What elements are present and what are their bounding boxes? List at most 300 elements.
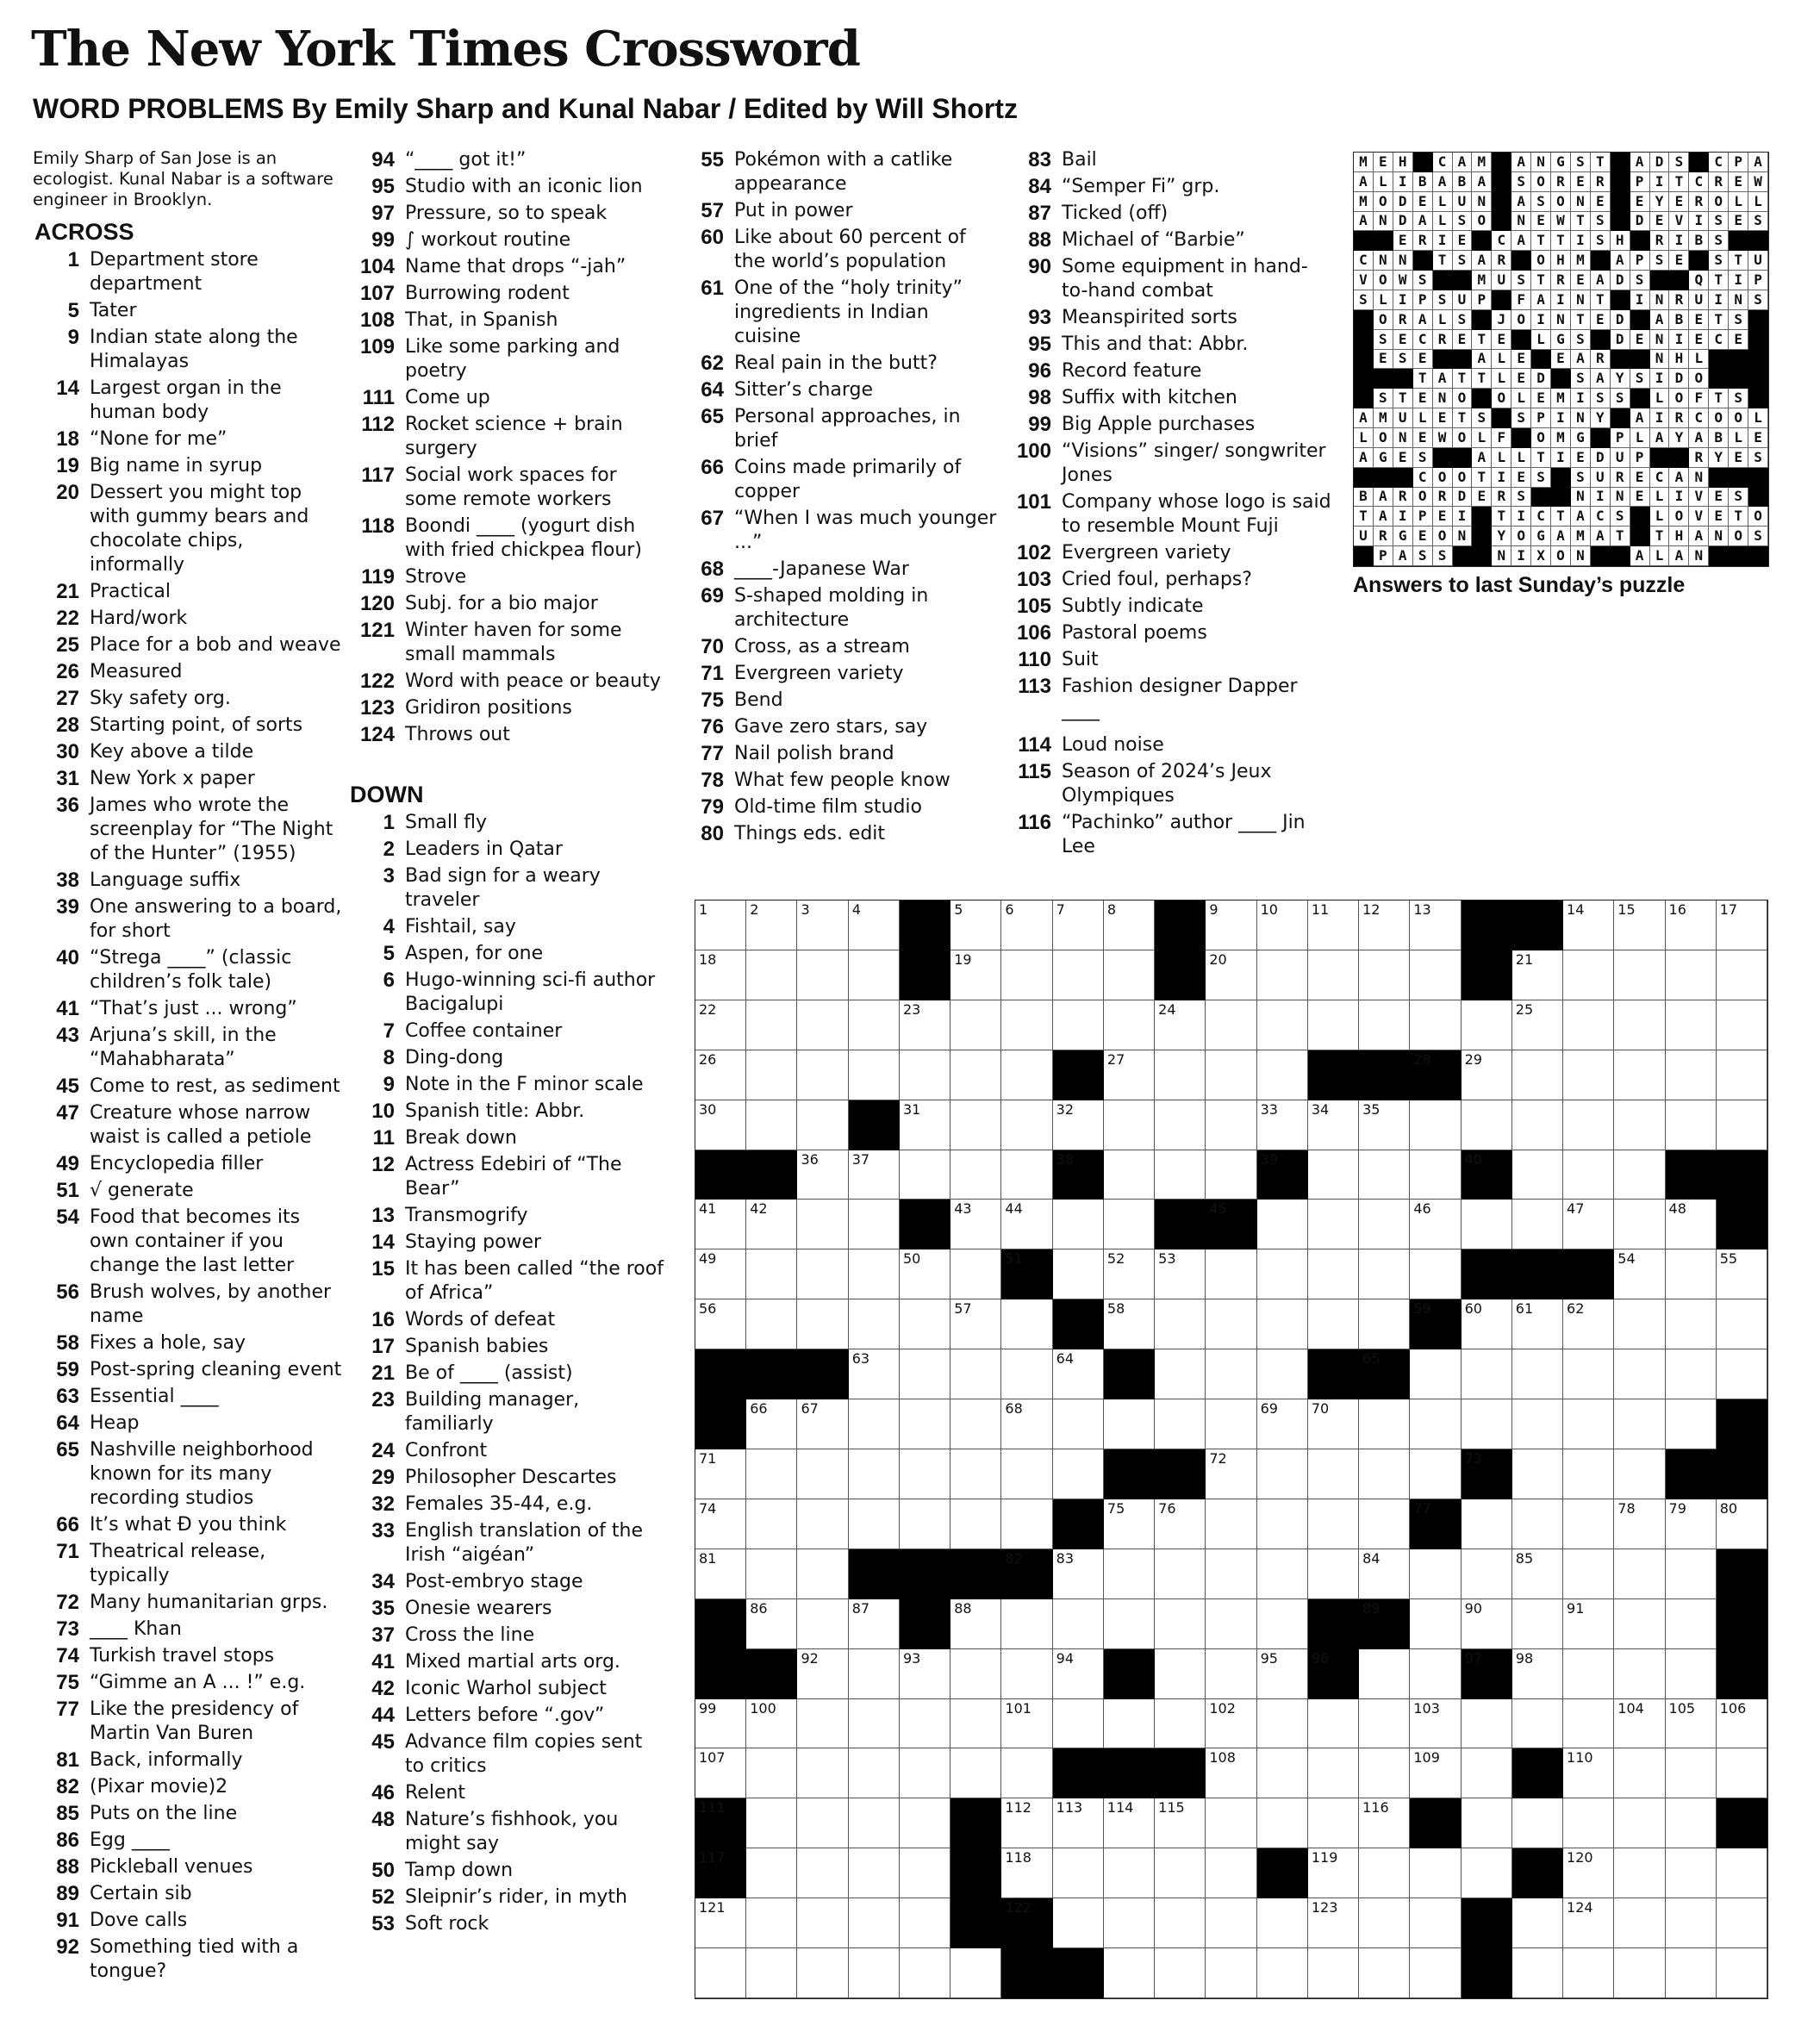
grid-cell[interactable] [849, 1449, 900, 1499]
grid-cell[interactable] [849, 1299, 900, 1349]
grid-cell[interactable] [1308, 1499, 1359, 1549]
grid-cell[interactable] [1563, 1948, 1614, 1998]
grid-cell[interactable] [1155, 1000, 1206, 1050]
grid-cell[interactable] [1104, 1599, 1155, 1649]
grid-cell[interactable] [900, 1798, 950, 1848]
grid-cell[interactable] [1512, 1399, 1563, 1449]
grid-cell[interactable] [1717, 1050, 1767, 1100]
grid-cell[interactable] [1410, 1249, 1461, 1299]
grid-cell[interactable] [1563, 1649, 1614, 1699]
grid-cell[interactable] [1512, 1499, 1563, 1549]
grid-cell[interactable] [1257, 1699, 1308, 1749]
grid-cell[interactable] [1717, 1499, 1767, 1549]
grid-cell[interactable] [1155, 1599, 1206, 1649]
grid-cell[interactable] [1717, 950, 1767, 1000]
grid-cell[interactable] [1155, 1299, 1206, 1349]
grid-cell[interactable] [1001, 1299, 1052, 1349]
grid-cell[interactable] [797, 1699, 848, 1749]
grid-cell[interactable] [746, 1200, 797, 1249]
grid-cell[interactable] [950, 1499, 1001, 1549]
grid-cell[interactable] [1257, 1449, 1308, 1499]
grid-cell[interactable] [1308, 1699, 1359, 1749]
grid-cell[interactable] [1257, 1050, 1308, 1100]
grid-cell[interactable] [1001, 1150, 1052, 1200]
grid-cell[interactable] [849, 1050, 900, 1100]
grid-cell[interactable] [1001, 1349, 1052, 1399]
grid-cell[interactable] [1001, 1200, 1052, 1249]
grid-cell[interactable] [797, 1000, 848, 1050]
grid-cell[interactable] [1563, 1150, 1614, 1200]
grid-cell[interactable] [1001, 1599, 1052, 1649]
grid-cell[interactable] [849, 950, 900, 1000]
grid-cell[interactable] [1410, 950, 1461, 1000]
grid-cell[interactable] [1001, 1649, 1052, 1699]
grid-cell[interactable] [1614, 1200, 1665, 1249]
grid-cell[interactable] [1462, 1100, 1512, 1150]
grid-cell[interactable] [1512, 1150, 1563, 1200]
grid-cell[interactable] [1512, 1898, 1563, 1948]
grid-cell[interactable] [1410, 1449, 1461, 1499]
grid-cell[interactable] [1053, 1699, 1104, 1749]
grid-cell[interactable] [1410, 1948, 1461, 1998]
grid-cell[interactable] [849, 1349, 900, 1399]
grid-cell[interactable] [695, 1748, 746, 1798]
grid-cell[interactable] [1462, 1748, 1512, 1798]
grid-cell[interactable] [1717, 1699, 1767, 1749]
grid-cell[interactable] [695, 1449, 746, 1499]
grid-cell[interactable] [1614, 1399, 1665, 1449]
grid-cell[interactable] [1666, 1848, 1717, 1898]
grid-cell[interactable] [695, 1249, 746, 1299]
grid-cell[interactable] [950, 1349, 1001, 1399]
grid-cell[interactable] [1155, 1898, 1206, 1948]
grid-cell[interactable] [797, 1599, 848, 1649]
grid-cell[interactable] [1001, 1000, 1052, 1050]
grid-cell[interactable] [1666, 1349, 1717, 1399]
grid-cell[interactable] [695, 900, 746, 950]
grid-cell[interactable] [950, 1299, 1001, 1349]
grid-cell[interactable] [1104, 1798, 1155, 1848]
grid-cell[interactable] [1410, 1699, 1461, 1749]
grid-cell[interactable] [849, 1399, 900, 1449]
grid-cell[interactable] [746, 1599, 797, 1649]
grid-cell[interactable] [695, 1100, 746, 1150]
grid-cell[interactable] [797, 1549, 848, 1599]
grid-cell[interactable] [849, 1200, 900, 1249]
grid-cell[interactable] [695, 950, 746, 1000]
grid-cell[interactable] [849, 900, 900, 950]
grid-cell[interactable] [1717, 1000, 1767, 1050]
grid-cell[interactable] [746, 1948, 797, 1998]
grid-cell[interactable] [1206, 1349, 1256, 1399]
grid-cell[interactable] [1462, 1798, 1512, 1848]
grid-cell[interactable] [1614, 1150, 1665, 1200]
grid-cell[interactable] [950, 1000, 1001, 1050]
grid-cell[interactable] [797, 1948, 848, 1998]
grid-cell[interactable] [950, 1699, 1001, 1749]
grid-cell[interactable] [1614, 1948, 1665, 1998]
grid-cell[interactable] [1206, 1898, 1256, 1948]
grid-cell[interactable] [1462, 1599, 1512, 1649]
grid-cell[interactable] [1206, 1599, 1256, 1649]
grid-cell[interactable] [695, 1200, 746, 1249]
grid-cell[interactable] [950, 1449, 1001, 1499]
grid-cell[interactable] [1257, 1798, 1308, 1848]
grid-cell[interactable] [1104, 1499, 1155, 1549]
grid-cell[interactable] [1512, 1798, 1563, 1848]
grid-cell[interactable] [1053, 1349, 1104, 1399]
grid-cell[interactable] [746, 900, 797, 950]
grid-cell[interactable] [1001, 900, 1052, 950]
grid-cell[interactable] [1614, 1699, 1665, 1749]
grid-cell[interactable] [797, 1748, 848, 1798]
grid-cell[interactable] [900, 1050, 950, 1100]
grid-cell[interactable] [797, 1299, 848, 1349]
grid-cell[interactable] [1512, 1549, 1563, 1599]
grid-cell[interactable] [1563, 1699, 1614, 1749]
grid-cell[interactable] [1666, 900, 1717, 950]
grid-cell[interactable] [746, 1798, 797, 1848]
grid-cell[interactable] [1359, 1499, 1410, 1549]
grid-cell[interactable] [950, 1649, 1001, 1699]
grid-cell[interactable] [1308, 900, 1359, 950]
grid-cell[interactable] [950, 1399, 1001, 1449]
grid-cell[interactable] [1206, 1050, 1256, 1100]
grid-cell[interactable] [1512, 1699, 1563, 1749]
grid-cell[interactable] [1666, 1100, 1717, 1150]
grid-cell[interactable] [797, 1050, 848, 1100]
grid-cell[interactable] [746, 1449, 797, 1499]
grid-cell[interactable] [1001, 1100, 1052, 1150]
grid-cell[interactable] [900, 1249, 950, 1299]
grid-cell[interactable] [1155, 1349, 1206, 1399]
grid-cell[interactable] [1359, 1299, 1410, 1349]
grid-cell[interactable] [1614, 1100, 1665, 1150]
grid-cell[interactable] [1104, 1249, 1155, 1299]
grid-cell[interactable] [1462, 1299, 1512, 1349]
grid-cell[interactable] [1563, 1000, 1614, 1050]
grid-cell[interactable] [849, 1499, 900, 1549]
grid-cell[interactable] [1104, 1299, 1155, 1349]
grid-cell[interactable] [1359, 1848, 1410, 1898]
grid-cell[interactable] [1462, 1349, 1512, 1399]
grid-cell[interactable] [1462, 1549, 1512, 1599]
grid-cell[interactable] [849, 1798, 900, 1848]
grid-cell[interactable] [849, 1599, 900, 1649]
grid-cell[interactable] [1308, 1150, 1359, 1200]
grid-cell[interactable] [1410, 1549, 1461, 1599]
grid-cell[interactable] [1359, 1449, 1410, 1499]
grid-cell[interactable] [900, 1649, 950, 1699]
grid-cell[interactable] [1614, 1449, 1665, 1499]
grid-cell[interactable] [849, 1848, 900, 1898]
grid-cell[interactable] [797, 1249, 848, 1299]
grid-cell[interactable] [1257, 1499, 1308, 1549]
grid-cell[interactable] [1053, 1399, 1104, 1449]
grid-cell[interactable] [1666, 1299, 1717, 1349]
grid-cell[interactable] [1308, 1200, 1359, 1249]
grid-cell[interactable] [1206, 1649, 1256, 1699]
grid-cell[interactable] [1410, 900, 1461, 950]
grid-cell[interactable] [1666, 1499, 1717, 1549]
grid-cell[interactable] [1666, 1249, 1717, 1299]
grid-cell[interactable] [1359, 1549, 1410, 1599]
grid-cell[interactable] [1001, 1499, 1052, 1549]
grid-cell[interactable] [849, 1150, 900, 1200]
grid-cell[interactable] [950, 1748, 1001, 1798]
grid-cell[interactable] [1666, 950, 1717, 1000]
grid-cell[interactable] [1257, 1948, 1308, 1998]
grid-cell[interactable] [1666, 1599, 1717, 1649]
grid-cell[interactable] [950, 1100, 1001, 1150]
grid-cell[interactable] [1053, 1898, 1104, 1948]
grid-cell[interactable] [900, 1948, 950, 1998]
grid-cell[interactable] [1410, 1200, 1461, 1249]
grid-cell[interactable] [1563, 1549, 1614, 1599]
grid-cell[interactable] [1053, 1599, 1104, 1649]
grid-cell[interactable] [1614, 1050, 1665, 1100]
grid-cell[interactable] [695, 1050, 746, 1100]
grid-cell[interactable] [1053, 1549, 1104, 1599]
grid-cell[interactable] [1512, 950, 1563, 1000]
grid-cell[interactable] [1206, 900, 1256, 950]
grid-cell[interactable] [1257, 1249, 1308, 1299]
grid-cell[interactable] [746, 1499, 797, 1549]
grid-cell[interactable] [1104, 1948, 1155, 1998]
grid-cell[interactable] [1308, 1898, 1359, 1948]
grid-cell[interactable] [1053, 1249, 1104, 1299]
grid-cell[interactable] [1717, 1898, 1767, 1948]
grid-cell[interactable] [1666, 1649, 1717, 1699]
grid-cell[interactable] [849, 1699, 900, 1749]
grid-cell[interactable] [849, 1898, 900, 1948]
grid-cell[interactable] [797, 1449, 848, 1499]
grid-cell[interactable] [1563, 1200, 1614, 1249]
grid-cell[interactable] [1308, 1249, 1359, 1299]
grid-cell[interactable] [1717, 1349, 1767, 1399]
grid-cell[interactable] [1717, 1948, 1767, 1998]
grid-cell[interactable] [1206, 1798, 1256, 1848]
grid-cell[interactable] [1001, 1050, 1052, 1100]
grid-cell[interactable] [1717, 1100, 1767, 1150]
grid-cell[interactable] [1206, 1699, 1256, 1749]
grid-cell[interactable] [797, 900, 848, 950]
grid-cell[interactable] [1257, 950, 1308, 1000]
grid-cell[interactable] [1563, 1499, 1614, 1549]
grid-cell[interactable] [1410, 1000, 1461, 1050]
grid-cell[interactable] [746, 1748, 797, 1798]
grid-cell[interactable] [1359, 950, 1410, 1000]
grid-cell[interactable] [1410, 1150, 1461, 1200]
grid-cell[interactable] [1614, 1599, 1665, 1649]
grid-cell[interactable] [746, 1249, 797, 1299]
grid-cell[interactable] [1155, 1050, 1206, 1100]
grid-cell[interactable] [1666, 1050, 1717, 1100]
grid-cell[interactable] [1614, 1249, 1665, 1299]
grid-cell[interactable] [1614, 900, 1665, 950]
grid-cell[interactable] [1257, 1399, 1308, 1449]
grid-cell[interactable] [1563, 1050, 1614, 1100]
grid-cell[interactable] [1410, 1848, 1461, 1898]
grid-cell[interactable] [1206, 1249, 1256, 1299]
grid-cell[interactable] [1359, 1798, 1410, 1848]
grid-cell[interactable] [1410, 1100, 1461, 1150]
grid-cell[interactable] [1206, 1399, 1256, 1449]
grid-cell[interactable] [1410, 1399, 1461, 1449]
grid-cell[interactable] [1512, 1100, 1563, 1150]
grid-cell[interactable] [1257, 1000, 1308, 1050]
grid-cell[interactable] [1001, 1798, 1052, 1848]
grid-cell[interactable] [1308, 1299, 1359, 1349]
grid-cell[interactable] [797, 1399, 848, 1449]
grid-cell[interactable] [849, 1000, 900, 1050]
grid-cell[interactable] [900, 1499, 950, 1549]
grid-cell[interactable] [1104, 1848, 1155, 1898]
grid-cell[interactable] [1155, 1549, 1206, 1599]
grid-cell[interactable] [1512, 1299, 1563, 1349]
grid-cell[interactable] [1614, 1748, 1665, 1798]
grid-cell[interactable] [950, 1200, 1001, 1249]
grid-cell[interactable] [1666, 1748, 1717, 1798]
grid-cell[interactable] [797, 1150, 848, 1200]
grid-cell[interactable] [1359, 1000, 1410, 1050]
grid-cell[interactable] [900, 1399, 950, 1449]
grid-cell[interactable] [1359, 1948, 1410, 1998]
grid-cell[interactable] [1206, 1000, 1256, 1050]
grid-cell[interactable] [1614, 1499, 1665, 1549]
grid-cell[interactable] [1614, 1549, 1665, 1599]
grid-cell[interactable] [695, 1549, 746, 1599]
grid-cell[interactable] [1104, 1399, 1155, 1449]
grid-cell[interactable] [1155, 1100, 1206, 1150]
grid-cell[interactable] [1614, 1000, 1665, 1050]
grid-cell[interactable] [900, 1349, 950, 1399]
grid-cell[interactable] [797, 1200, 848, 1249]
grid-cell[interactable] [1512, 1000, 1563, 1050]
grid-cell[interactable] [950, 1150, 1001, 1200]
grid-cell[interactable] [900, 1748, 950, 1798]
grid-cell[interactable] [1717, 1848, 1767, 1898]
grid-cell[interactable] [1053, 1798, 1104, 1848]
grid-cell[interactable] [900, 1150, 950, 1200]
grid-cell[interactable] [746, 1699, 797, 1749]
grid-cell[interactable] [1053, 1848, 1104, 1898]
grid-cell[interactable] [1462, 1499, 1512, 1549]
grid-cell[interactable] [1053, 950, 1104, 1000]
grid-cell[interactable] [1563, 1848, 1614, 1898]
grid-cell[interactable] [1462, 1200, 1512, 1249]
grid-cell[interactable] [1155, 1499, 1206, 1549]
grid-cell[interactable] [746, 1100, 797, 1150]
grid-cell[interactable] [1104, 900, 1155, 950]
grid-cell[interactable] [746, 1898, 797, 1948]
grid-cell[interactable] [1206, 1100, 1256, 1150]
grid-cell[interactable] [1053, 1449, 1104, 1499]
grid-cell[interactable] [1614, 1299, 1665, 1349]
grid-cell[interactable] [1563, 1349, 1614, 1399]
grid-cell[interactable] [1104, 1050, 1155, 1100]
grid-cell[interactable] [1614, 1898, 1665, 1948]
grid-cell[interactable] [900, 1898, 950, 1948]
grid-cell[interactable] [1206, 1449, 1256, 1499]
grid-cell[interactable] [1308, 1000, 1359, 1050]
grid-cell[interactable] [1053, 900, 1104, 950]
grid-cell[interactable] [797, 1499, 848, 1549]
grid-cell[interactable] [1410, 1599, 1461, 1649]
grid-cell[interactable] [1563, 950, 1614, 1000]
grid-cell[interactable] [1462, 1050, 1512, 1100]
grid-cell[interactable] [1257, 1748, 1308, 1798]
grid-cell[interactable] [900, 1449, 950, 1499]
grid-cell[interactable] [900, 1699, 950, 1749]
grid-cell[interactable] [1308, 1449, 1359, 1499]
grid-cell[interactable] [900, 1299, 950, 1349]
grid-cell[interactable] [1308, 950, 1359, 1000]
grid-cell[interactable] [1666, 1699, 1717, 1749]
grid-cell[interactable] [797, 950, 848, 1000]
grid-cell[interactable] [1053, 1649, 1104, 1699]
grid-cell[interactable] [1512, 1449, 1563, 1499]
grid-cell[interactable] [1001, 1449, 1052, 1499]
grid-cell[interactable] [746, 1549, 797, 1599]
grid-cell[interactable] [1359, 1200, 1410, 1249]
grid-cell[interactable] [1563, 900, 1614, 950]
grid-cell[interactable] [1053, 1000, 1104, 1050]
grid-cell[interactable] [1206, 1848, 1256, 1898]
grid-cell[interactable] [1462, 1000, 1512, 1050]
grid-cell[interactable] [1359, 1649, 1410, 1699]
grid-cell[interactable] [950, 1599, 1001, 1649]
grid-cell[interactable] [1001, 950, 1052, 1000]
grid-cell[interactable] [695, 1898, 746, 1948]
grid-cell[interactable] [849, 1748, 900, 1798]
grid-cell[interactable] [1410, 1349, 1461, 1399]
grid-cell[interactable] [1053, 1200, 1104, 1249]
grid-cell[interactable] [1257, 1898, 1308, 1948]
grid-cell[interactable] [1155, 1150, 1206, 1200]
grid-cell[interactable] [849, 1948, 900, 1998]
grid-cell[interactable] [1410, 1748, 1461, 1798]
grid-cell[interactable] [1666, 1948, 1717, 1998]
grid-cell[interactable] [1206, 1150, 1256, 1200]
grid-cell[interactable] [1206, 1549, 1256, 1599]
grid-cell[interactable] [1104, 1000, 1155, 1050]
grid-cell[interactable] [1308, 1798, 1359, 1848]
grid-cell[interactable] [1563, 1599, 1614, 1649]
grid-cell[interactable] [1462, 1699, 1512, 1749]
grid-cell[interactable] [695, 1000, 746, 1050]
grid-cell[interactable] [1666, 1399, 1717, 1449]
grid-cell[interactable] [797, 1898, 848, 1948]
grid-cell[interactable] [1104, 1150, 1155, 1200]
grid-cell[interactable] [1512, 1349, 1563, 1399]
grid-cell[interactable] [797, 1649, 848, 1699]
grid-cell[interactable] [1206, 1499, 1256, 1549]
grid-cell[interactable] [1001, 1699, 1052, 1749]
grid-cell[interactable] [1614, 1649, 1665, 1699]
grid-cell[interactable] [1155, 1249, 1206, 1299]
grid-cell[interactable] [1359, 1399, 1410, 1449]
grid-cell[interactable] [1308, 1100, 1359, 1150]
grid-cell[interactable] [1308, 1399, 1359, 1449]
grid-cell[interactable] [1563, 1100, 1614, 1150]
grid-cell[interactable] [1359, 900, 1410, 950]
grid-cell[interactable] [1614, 1349, 1665, 1399]
grid-cell[interactable] [1206, 1299, 1256, 1349]
grid-cell[interactable] [1614, 950, 1665, 1000]
grid-cell[interactable] [1563, 1798, 1614, 1848]
grid-cell[interactable] [1512, 1948, 1563, 1998]
